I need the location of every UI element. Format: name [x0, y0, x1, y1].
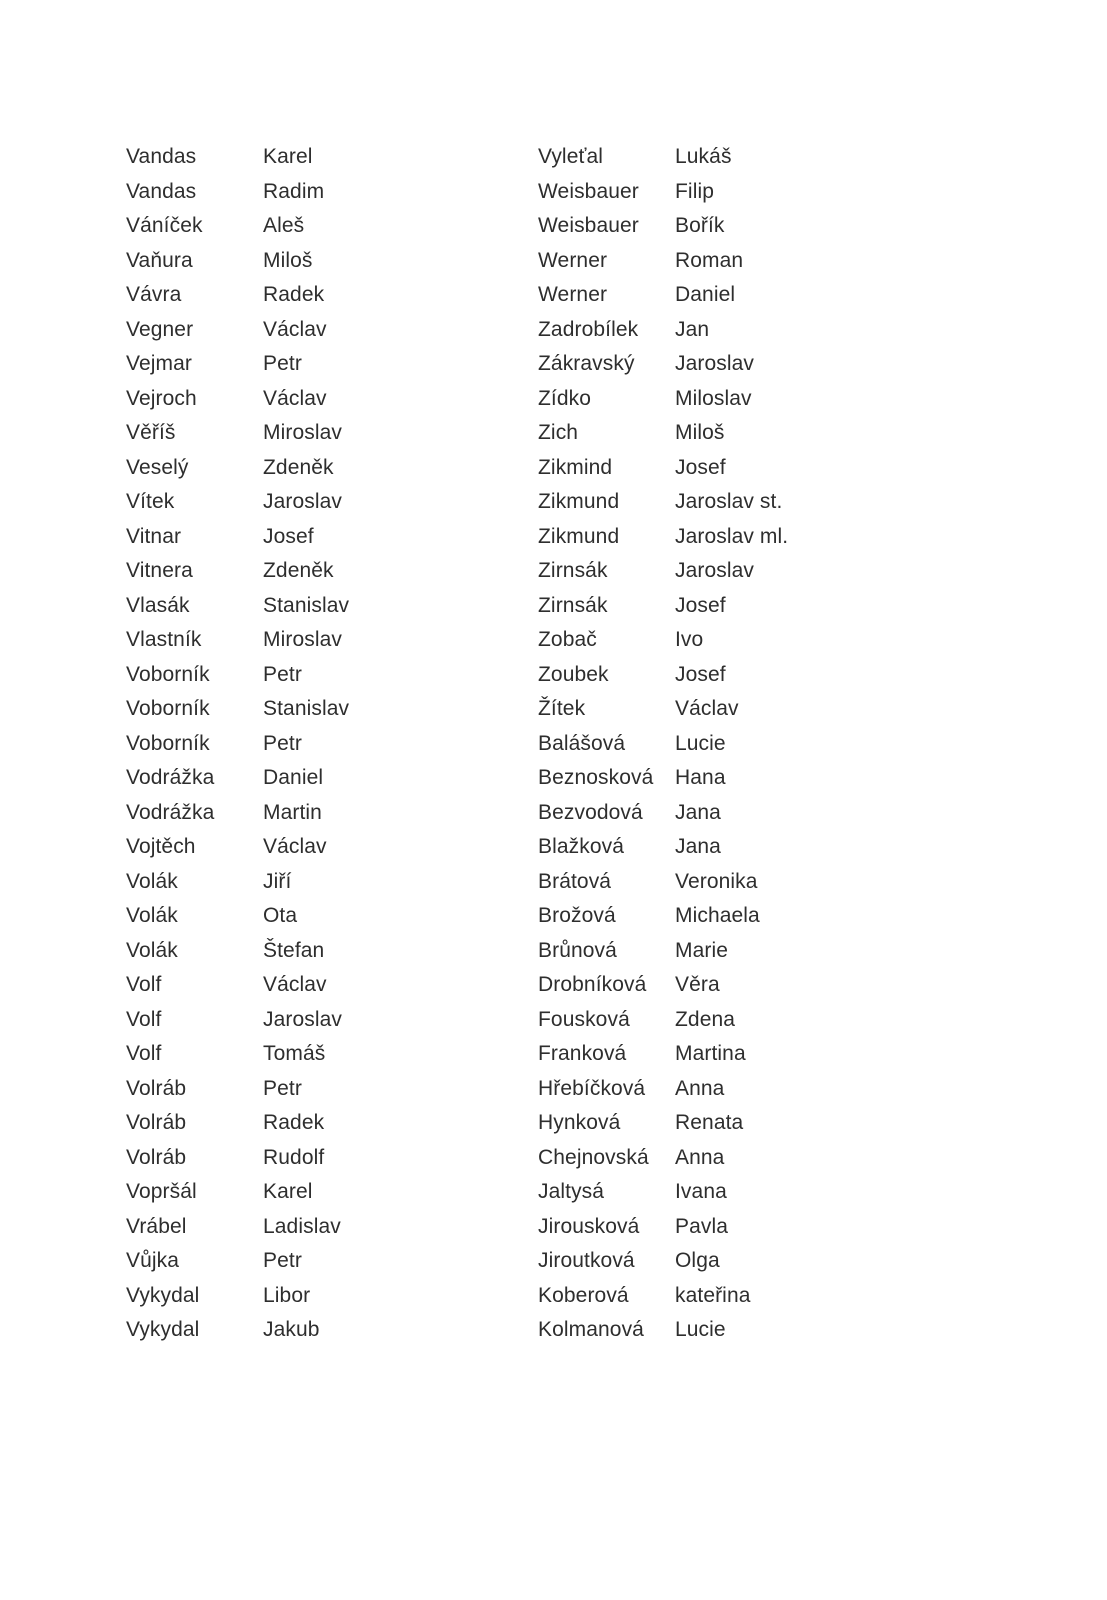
- name-row: [538, 727, 788, 762]
- name-row: [126, 899, 349, 934]
- name-row: [538, 830, 788, 865]
- surname: Blažková: [538, 835, 625, 859]
- surname: Veselý: [126, 455, 189, 479]
- name-row: [126, 140, 349, 175]
- surname: Werner: [538, 283, 608, 307]
- name-row: [538, 1003, 788, 1038]
- surname: Volráb: [126, 1145, 187, 1169]
- name-row: [126, 1210, 349, 1245]
- surname: Fousková: [538, 1007, 630, 1031]
- surname: Werner: [538, 248, 608, 272]
- first-name: Veronika: [675, 869, 758, 893]
- first-name: Bořík: [675, 214, 725, 238]
- surname: Jirousková: [538, 1214, 640, 1238]
- surname: Brožová: [538, 904, 616, 928]
- name-list-left-column: [126, 140, 349, 1348]
- name-row: [538, 451, 788, 486]
- surname: Jaltysá: [538, 1180, 605, 1204]
- name-row: [126, 520, 349, 555]
- surname: Voborník: [126, 731, 210, 755]
- surname: Hynková: [538, 1111, 621, 1135]
- name-row: [126, 209, 349, 244]
- first-name: Petr: [263, 662, 302, 686]
- surname: Zich: [538, 421, 579, 445]
- surname: Weisbauer: [538, 214, 639, 238]
- surname: Zikmund: [538, 524, 620, 548]
- surname: Vitnar: [126, 524, 182, 548]
- name-row: [538, 1141, 788, 1176]
- surname: Zídko: [538, 386, 592, 410]
- surname: Vyleťal: [538, 145, 603, 169]
- name-row: [126, 1175, 349, 1210]
- first-name: Roman: [675, 248, 744, 272]
- name-row: [538, 520, 788, 555]
- surname: Vodrážka: [126, 800, 215, 824]
- surname: Váníček: [126, 214, 203, 238]
- surname: Vykydal: [126, 1318, 200, 1342]
- name-row: [126, 244, 349, 279]
- first-name: Josef: [263, 524, 314, 548]
- surname: Vejmar: [126, 352, 192, 376]
- first-name: Jakub: [263, 1318, 320, 1342]
- surname: Vodrážka: [126, 766, 215, 790]
- surname: Weisbauer: [538, 179, 639, 203]
- name-row: [126, 1279, 349, 1314]
- name-row: [538, 1072, 788, 1107]
- first-name: Václav: [675, 697, 739, 721]
- first-name: Josef: [675, 593, 726, 617]
- surname: Vítek: [126, 490, 175, 514]
- name-row: [538, 416, 788, 451]
- name-row: [126, 727, 349, 762]
- surname: Zobač: [538, 628, 597, 652]
- name-list-right-column: [538, 140, 788, 1348]
- name-row: [126, 1313, 349, 1348]
- first-name: Aleš: [263, 214, 305, 238]
- name-row: [126, 554, 349, 589]
- first-name: Renata: [675, 1111, 744, 1135]
- name-row: [126, 968, 349, 1003]
- name-row: [126, 278, 349, 313]
- name-row: [538, 278, 788, 313]
- first-name: Tomáš: [263, 1042, 326, 1066]
- first-name: Jana: [675, 835, 721, 859]
- first-name: Lukáš: [675, 145, 732, 169]
- surname: Vlasák: [126, 593, 190, 617]
- surname: Volf: [126, 1042, 162, 1066]
- first-name: Miloš: [675, 421, 725, 445]
- name-row: [126, 1003, 349, 1038]
- first-name: Pavla: [675, 1214, 729, 1238]
- first-name: Václav: [263, 835, 327, 859]
- name-row: [126, 589, 349, 624]
- name-row: [538, 692, 788, 727]
- name-row: [538, 658, 788, 693]
- first-name: Hana: [675, 766, 726, 790]
- first-name: Ota: [263, 904, 298, 928]
- first-name: Miroslav: [263, 628, 342, 652]
- first-name: Radim: [263, 179, 325, 203]
- surname: Zikmund: [538, 490, 620, 514]
- first-name: Zdena: [675, 1007, 736, 1031]
- name-row: [126, 347, 349, 382]
- surname: Volák: [126, 938, 178, 962]
- name-row: [538, 1175, 788, 1210]
- name-row: [126, 485, 349, 520]
- name-row: [126, 658, 349, 693]
- first-name: Daniel: [675, 283, 736, 307]
- name-row: [538, 1037, 788, 1072]
- first-name: Věra: [675, 973, 720, 997]
- first-name: Olga: [675, 1249, 720, 1273]
- first-name: Ladislav: [263, 1214, 341, 1238]
- surname: Volák: [126, 904, 178, 928]
- surname: Vrábel: [126, 1214, 187, 1238]
- name-row: [126, 1106, 349, 1141]
- surname: Volf: [126, 1007, 162, 1031]
- first-name: Jaroslav ml.: [675, 524, 789, 548]
- first-name: Václav: [263, 973, 327, 997]
- surname: Koberová: [538, 1283, 629, 1307]
- first-name: Ivana: [675, 1180, 727, 1204]
- surname: Vitnera: [126, 559, 193, 583]
- surname: Zadrobílek: [538, 317, 639, 341]
- surname: Zirnsák: [538, 593, 608, 617]
- name-row: [126, 313, 349, 348]
- name-row: [538, 485, 788, 520]
- name-row: [126, 382, 349, 417]
- surname: Vandas: [126, 179, 197, 203]
- surname: Voborník: [126, 662, 210, 686]
- first-name: Miroslav: [263, 421, 342, 445]
- name-row: [126, 451, 349, 486]
- name-row: [126, 623, 349, 658]
- first-name: Daniel: [263, 766, 324, 790]
- surname: Vůjka: [126, 1249, 180, 1273]
- surname: Franková: [538, 1042, 627, 1066]
- name-row: [538, 968, 788, 1003]
- name-row: [538, 623, 788, 658]
- surname: Vykydal: [126, 1283, 200, 1307]
- surname: Vávra: [126, 283, 182, 307]
- name-row: [538, 1210, 788, 1245]
- name-row: [538, 761, 788, 796]
- surname: Beznosková: [538, 766, 654, 790]
- first-name: Petr: [263, 352, 302, 376]
- first-name: Václav: [263, 317, 327, 341]
- surname: Jiroutková: [538, 1249, 635, 1273]
- name-row: [538, 313, 788, 348]
- surname: Věříš: [126, 421, 176, 445]
- surname: Balášová: [538, 731, 626, 755]
- first-name: Jan: [675, 317, 710, 341]
- first-name: kateřina: [675, 1283, 751, 1307]
- surname: Volf: [126, 973, 162, 997]
- name-row: [126, 796, 349, 831]
- first-name: Zdeněk: [263, 559, 334, 583]
- first-name: Stanislav: [263, 593, 350, 617]
- surname: Zoubek: [538, 662, 609, 686]
- name-row: [538, 1279, 788, 1314]
- surname: Vlastník: [126, 628, 202, 652]
- name-row: [538, 1244, 788, 1279]
- first-name: Stanislav: [263, 697, 350, 721]
- name-row: [126, 1072, 349, 1107]
- first-name: Libor: [263, 1283, 311, 1307]
- name-row: [538, 347, 788, 382]
- surname: Volráb: [126, 1111, 187, 1135]
- first-name: Rudolf: [263, 1145, 325, 1169]
- surname: Brůnová: [538, 938, 617, 962]
- name-row: [126, 865, 349, 900]
- surname: Zirnsák: [538, 559, 608, 583]
- first-name: Jaroslav st.: [675, 490, 783, 514]
- surname: Bezvodová: [538, 800, 643, 824]
- first-name: Josef: [675, 662, 726, 686]
- first-name: Karel: [263, 145, 313, 169]
- name-row: [538, 382, 788, 417]
- name-row: [538, 899, 788, 934]
- name-row: [126, 1141, 349, 1176]
- name-row: [126, 1244, 349, 1279]
- name-row: [538, 865, 788, 900]
- first-name: Jana: [675, 800, 721, 824]
- first-name: Marie: [675, 938, 729, 962]
- surname: Žítek: [538, 697, 586, 721]
- name-row: [126, 761, 349, 796]
- surname: Vejroch: [126, 386, 197, 410]
- surname: Vopršál: [126, 1180, 197, 1204]
- first-name: Jaroslav: [675, 352, 754, 376]
- name-row: [538, 244, 788, 279]
- surname: Volák: [126, 869, 178, 893]
- name-row: [538, 175, 788, 210]
- first-name: Anna: [675, 1076, 725, 1100]
- first-name: Karel: [263, 1180, 313, 1204]
- name-row: [538, 796, 788, 831]
- first-name: Jiří: [263, 869, 292, 893]
- first-name: Lucie: [675, 1318, 726, 1342]
- name-row: [126, 830, 349, 865]
- surname: Zikmind: [538, 455, 613, 479]
- first-name: Jaroslav: [263, 1007, 342, 1031]
- surname: Vandas: [126, 145, 197, 169]
- first-name: Ivo: [675, 628, 704, 652]
- surname: Brátová: [538, 869, 612, 893]
- surname: Vaňura: [126, 248, 193, 272]
- name-row: [538, 934, 788, 969]
- first-name: Filip: [675, 179, 715, 203]
- surname: Hřebíčková: [538, 1076, 646, 1100]
- first-name: Miloš: [263, 248, 313, 272]
- surname: Vojtěch: [126, 835, 196, 859]
- name-row: [538, 589, 788, 624]
- first-name: Anna: [675, 1145, 725, 1169]
- name-row: [538, 554, 788, 589]
- name-row: [126, 692, 349, 727]
- first-name: Radek: [263, 1111, 325, 1135]
- surname: Zákravský: [538, 352, 635, 376]
- surname: Vegner: [126, 317, 194, 341]
- surname: Kolmanová: [538, 1318, 644, 1342]
- first-name: Václav: [263, 386, 327, 410]
- first-name: Lucie: [675, 731, 726, 755]
- first-name: Petr: [263, 731, 302, 755]
- first-name: Zdeněk: [263, 455, 334, 479]
- first-name: Petr: [263, 1249, 302, 1273]
- surname: Voborník: [126, 697, 210, 721]
- first-name: Radek: [263, 283, 325, 307]
- name-row: [126, 934, 349, 969]
- first-name: Josef: [675, 455, 726, 479]
- first-name: Jaroslav: [675, 559, 754, 583]
- name-row: [538, 209, 788, 244]
- surname: Volráb: [126, 1076, 187, 1100]
- first-name: Martin: [263, 800, 322, 824]
- first-name: Miloslav: [675, 386, 752, 410]
- name-row: [126, 1037, 349, 1072]
- first-name: Martina: [675, 1042, 746, 1066]
- surname: Chejnovská: [538, 1145, 649, 1169]
- name-row: [538, 1106, 788, 1141]
- first-name: Jaroslav: [263, 490, 342, 514]
- name-row: [126, 416, 349, 451]
- first-name: Štefan: [263, 938, 325, 962]
- surname: Drobníková: [538, 973, 647, 997]
- name-row: [126, 175, 349, 210]
- name-row: [538, 1313, 788, 1348]
- name-row: [538, 140, 788, 175]
- first-name: Petr: [263, 1076, 302, 1100]
- first-name: Michaela: [675, 904, 760, 928]
